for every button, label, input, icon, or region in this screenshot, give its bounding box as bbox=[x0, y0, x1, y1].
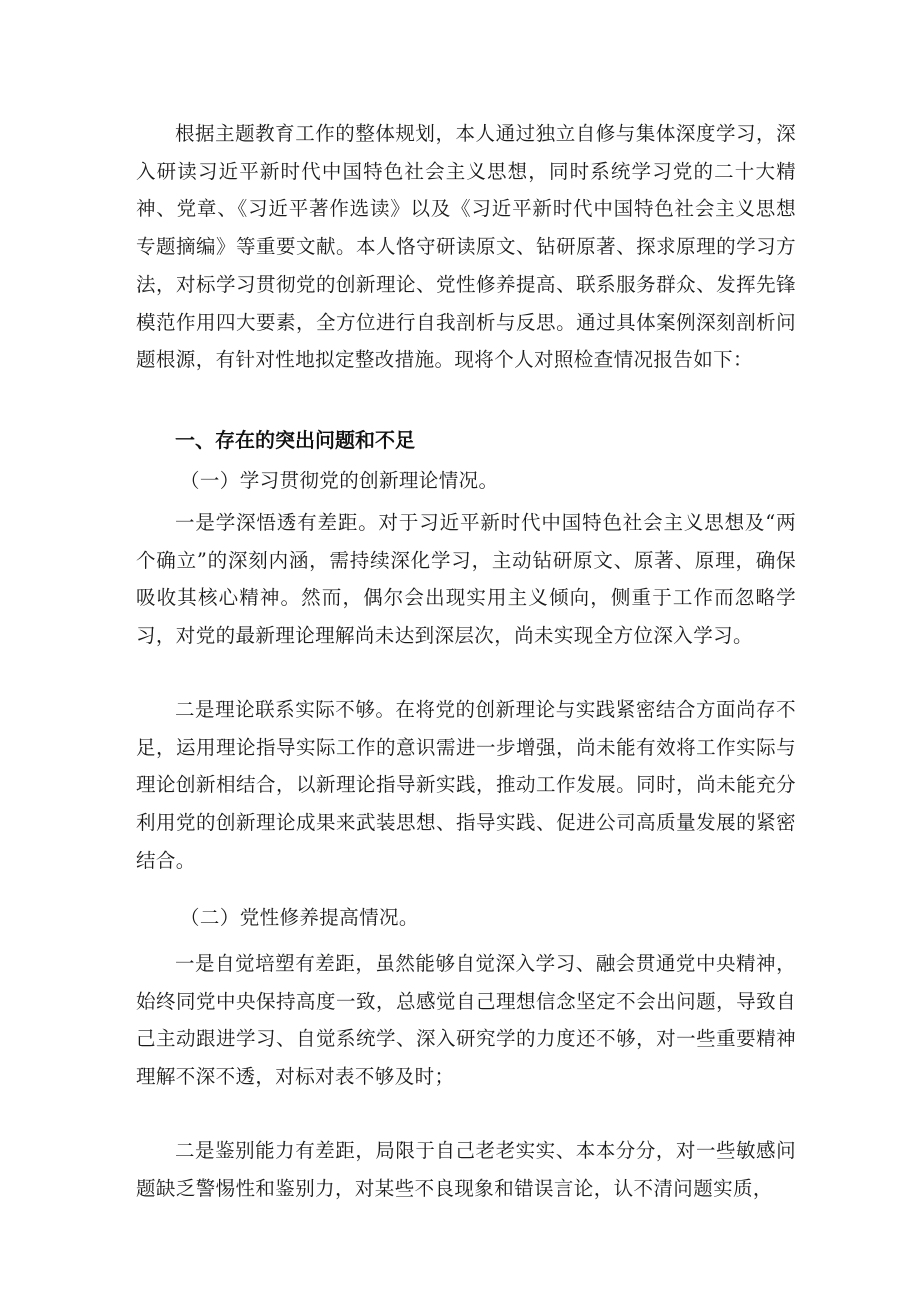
section-heading-problems: 一、存在的突出问题和不足 bbox=[175, 428, 415, 452]
subsection-heading-theory: （一）学习贯彻党的创新理论情况。 bbox=[180, 469, 499, 492]
subsection-heading-party-spirit: （二）党性修养提高情况。 bbox=[180, 906, 419, 929]
paragraph-party-spirit-1: 一是自觉培塑有差距，虽然能够自觉深入学习、融会贯通党中央精神，始终同党中央保持高度一致，总感觉自己理想信念坚定不会出问题，导致自己主动跟进学习、自觉系统学、深入研究学的力度还不够，对一些重要精神理解不深不透，对标对表不够及时； bbox=[136, 952, 796, 1089]
paragraph-theory-1: 一是学深悟透有差距。对于习近平新时代中国特色社会主义思想及“两个确立”的深刻内涵，需持续深化学习，主动钻研原文、原著、原理，确保吸收其核心精神。然而，偶尔会出现实用主义倾向，侧重于工作而忽略学习，对党的最新理论理解尚未达到深层次，尚未实现全方位深入学习。 bbox=[136, 511, 796, 648]
paragraph-party-spirit-2: 二是鉴别能力有差距，局限于自己老老实实、本本分分，对一些敏感问题缺乏警惕性和鉴别力，对某些不良现象和错误言论，认不清问题实质， bbox=[136, 1139, 796, 1200]
paragraph-theory-2: 二是理论联系实际不够。在将党的创新理论与实践紧密结合方面尚存不足，运用理论指导实际工作的意识需进一步增强，尚未能有效将工作实际与理论创新相结合，以新理论指导新实践，推动工作发展。同时，尚未能充分利用党的创新理论成果来武装思想、指导实践、促进公司高质量发展的紧密结合。 bbox=[136, 698, 796, 872]
intro-paragraph: 根据主题教育工作的整体规划，本人通过独立自修与集体深度学习，深入研读习近平新时代中国特色社会主义思想，同时系统学习党的二十大精神、党章、《习近平著作选读》以及《习近平新时代中国特色社会主义思想专题摘编》等重要文献。本人恪守研读原文、钻研原著、探求原理的学习方法，对标学习贯彻党的创新理论、党性修养提高、联系服务群众、发挥先锋模范作用四大要素，全方位进行自我剖析与反思。通过具体案例深刻剖析问题根源，有针对性地拟定整改措施。现将个人对照检查情况报告如下： bbox=[136, 122, 796, 372]
